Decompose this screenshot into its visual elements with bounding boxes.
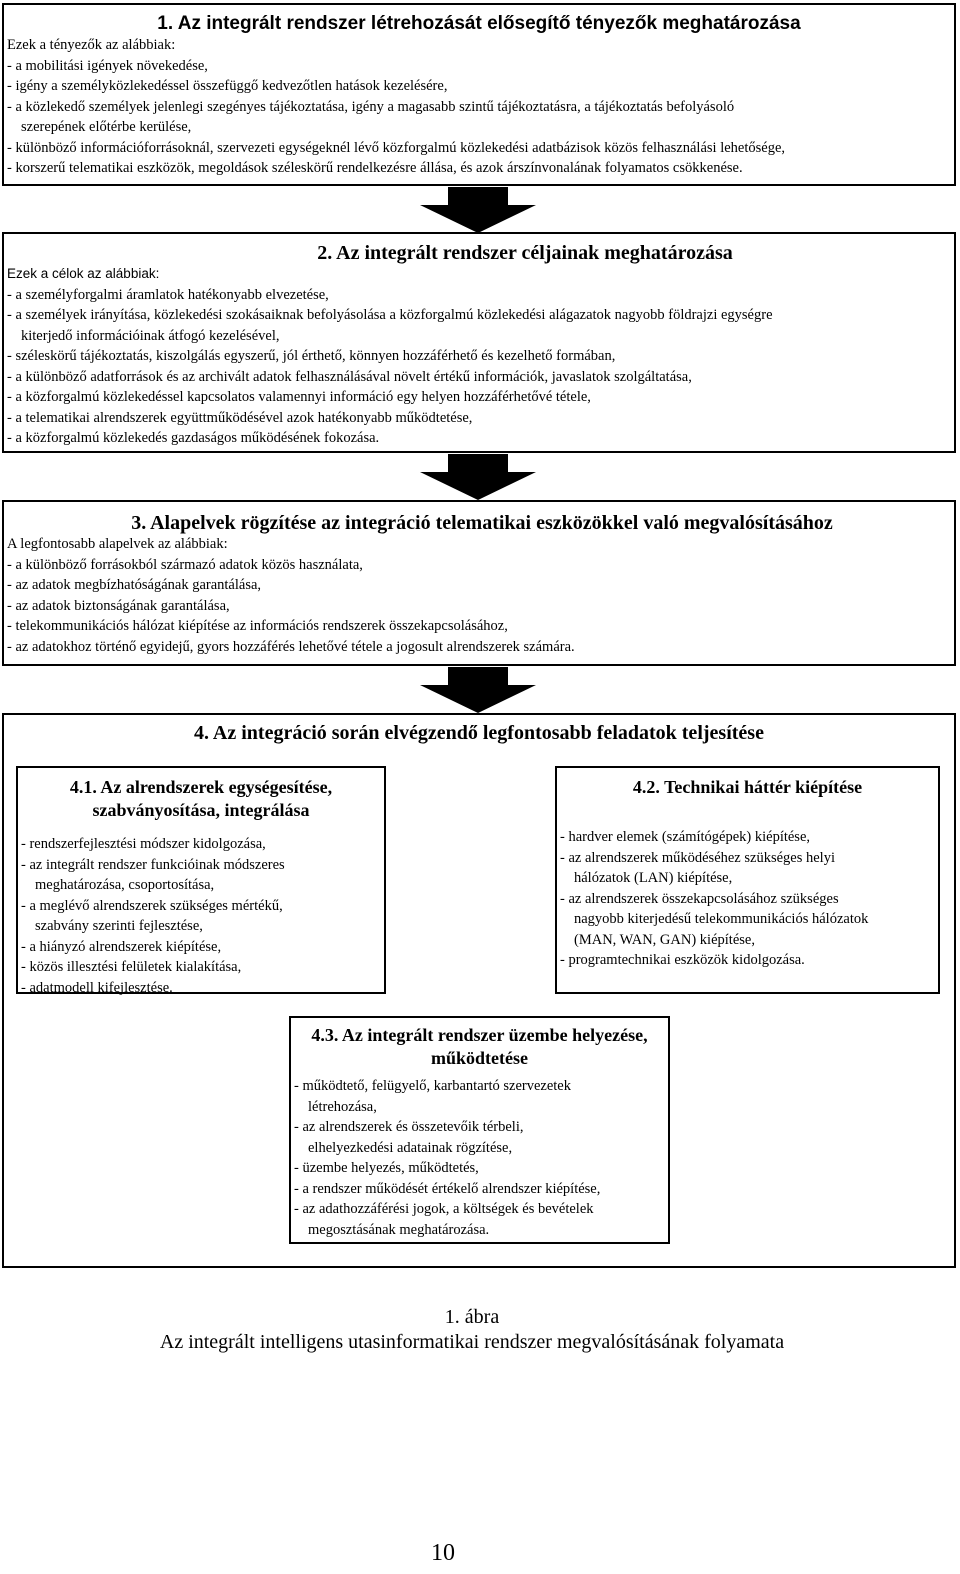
list-item: meghatározása, csoportosítása,: [35, 877, 215, 893]
box-factors-list: [7, 56, 954, 179]
box-factors-intro: Ezek a tényezők az alábbiak:: [7, 37, 176, 53]
list-item: - az integrált rendszer funkcióinak módszeres: [21, 856, 285, 873]
subbox-operation-title-line: 4.3. Az integrált rendszer üzembe helyezése,: [311, 1025, 648, 1045]
box-principles-title: 3. Alapelvek rögzítése az integráció telematikai eszközökkel való megvalósításához: [131, 512, 833, 534]
box-goals-intro: Ezek a célok az alábbiak:: [7, 266, 160, 281]
list-item: megosztásának meghatározása.: [308, 1221, 490, 1238]
box-factors-title: 1. Az integrált rendszer létrehozását elősegítő tényezők meghatározása: [157, 13, 801, 34]
box-principles: [2, 500, 956, 666]
list-item: - a közforgalmú közlekedéssel kapcsolatos valamennyi információ egy helyen hozzáférhetővé tétele,: [7, 389, 591, 405]
list-item: - a telematikai alrendszerek együttműködésével azok hatékonyabb működtetése,: [7, 409, 473, 426]
list-item: - a közlekedő személyek jelenlegi szegényes tájékoztatása, igény a magasabb szintű tájékoztatásra, a tájékoztatás befolyásoló: [7, 98, 735, 115]
list-item: - közös illesztési felületek kialakítása,: [21, 959, 242, 975]
list-item: - korszerű telematikai eszközök, megoldások széleskörű rendelkezésre állása, és azok árszínvonalának folyamatos csökkenése.: [7, 160, 743, 176]
box-goals: [2, 232, 956, 453]
box-tasks-title: 4. Az integráció során elvégzendő legfontosabb feladatok teljesítése: [194, 722, 764, 744]
list-item: - az adatok biztonságának garantálása,: [7, 597, 230, 614]
arrow-down-2: [420, 454, 536, 500]
figure-caption-text: Az integrált intelligens utasinformatikai rendszer megvalósításának folyamata: [159, 1331, 785, 1353]
box-principles-intro: A legfontosabb alapelvek az alábbiak:: [7, 536, 228, 552]
subbox-technical-list: [557, 827, 938, 971]
list-item: - az alrendszerek működéséhez szükséges helyi: [560, 849, 835, 866]
list-item: - adatmodell kifejlesztése.: [21, 979, 173, 996]
list-item: - a hiányzó alrendszerek kiépítése,: [21, 938, 222, 955]
list-item: - a mobilitási igények növekedése,: [7, 57, 208, 74]
list-item: - az adathozzáférési jogok, a költségek és bevételek: [294, 1201, 594, 1217]
list-item: - az alrendszerek összekapcsolásához szükséges: [560, 890, 839, 907]
list-item: - az adatok megbízhatóságának garantálása,: [7, 577, 262, 593]
list-item: - a meglévő alrendszerek szükséges mértékű,: [21, 897, 283, 914]
list-item: - széleskörű tájékoztatás, kiszolgálás egyszerű, jól érthető, könnyen hozzáférhető és kezelhető formában,: [7, 348, 616, 364]
list-item: (MAN, WAN, GAN) kiépítése,: [574, 931, 755, 948]
subbox-operation-title-line: működtetése: [431, 1048, 528, 1068]
box-principles-list: [7, 555, 954, 658]
box-goals-title: 2. Az integrált rendszer céljainak meghatározása: [317, 242, 733, 264]
subbox-standardization-list: [18, 834, 384, 998]
subbox-technical: [555, 766, 940, 994]
list-item: - a különböző adatforrások és az archivált adatok felhasználásával növelt értékű információk, javaslatok szolgáltatása,: [7, 368, 692, 385]
box-factors: [2, 3, 956, 186]
arrow-down-1: [420, 187, 536, 233]
subbox-technical-title: 4.2. Technikai háttér kiépítése: [632, 777, 863, 797]
figure-label: 1. ábra: [444, 1306, 500, 1328]
subbox-standardization-title: [18, 776, 384, 822]
subbox-standardization-title-line: 4.1. Az alrendszerek egységesítése,: [69, 777, 333, 797]
subbox-standardization: [16, 766, 386, 994]
list-item: - a közforgalmú közlekedés gazdaságos működésének fokozása.: [7, 430, 380, 446]
list-item: elhelyezkedési adatainak rögzítése,: [308, 1139, 513, 1156]
list-item: - hardver elemek (számítógépek) kiépítése,: [560, 829, 811, 845]
list-item: nagyobb kiterjedésű telekommunikációs hálózatok: [574, 911, 869, 927]
list-item: - az adatokhoz történő egyidejű, gyors hozzáférés lehetővé tétele a jogosult alrendszerek számára.: [7, 638, 575, 655]
list-item: - üzembe helyezés, működtetés,: [294, 1160, 479, 1176]
subbox-operation-list: [291, 1076, 668, 1240]
list-item: - a személyek irányítása, közlekedési szokásaiknak befolyásolása a közforgalmú közlekedési alágazatok nagyobb földrajzi egységre: [7, 307, 773, 323]
list-item: hálózatok (LAN) kiépítése,: [574, 870, 733, 886]
list-item: - a rendszer működését értékelő alrendszer kiépítése,: [294, 1180, 601, 1197]
page-number: 10: [431, 1540, 455, 1566]
list-item: - rendszerfejlesztési módszer kidolgozása,: [21, 836, 266, 852]
list-item: - igény a személyközlekedéssel összefüggő kedvezőtlen hatások kezelésére,: [7, 78, 448, 94]
list-item: - programtechnikai eszközök kidolgozása.: [560, 952, 805, 968]
list-item: - a különböző forrásokból származó adatok közös használata,: [7, 556, 363, 573]
list-item: - az alrendszerek és összetevőik térbeli,: [294, 1119, 524, 1135]
list-item: kiterjedő információinak átfogó kezelésével,: [21, 327, 280, 344]
arrow-down-3: [420, 667, 536, 713]
subbox-standardization-title-line: szabványosítása, integrálása: [92, 800, 310, 820]
list-item: - a személyforgalmi áramlatok hatékonyabb elvezetése,: [7, 286, 329, 303]
list-item: szerepének előtérbe kerülése,: [21, 119, 192, 135]
figure-caption: [0, 1305, 944, 1355]
subbox-operation-title: [291, 1024, 668, 1070]
list-item: létrehozása,: [308, 1098, 377, 1115]
box-goals-list: [7, 285, 954, 449]
list-item: - telekommunikációs hálózat kiépítése az információs rendszerek összekapcsolásához,: [7, 618, 508, 634]
list-item: - működtető, felügyelő, karbantartó szervezetek: [294, 1078, 571, 1094]
list-item: szabvány szerinti fejlesztése,: [35, 918, 203, 934]
list-item: - különböző információforrásoknál, szervezeti egységeknél lévő közforgalmú közlekedési adatbázisok közös felhasználási lehetősége,: [7, 139, 786, 156]
subbox-operation: [289, 1016, 670, 1244]
